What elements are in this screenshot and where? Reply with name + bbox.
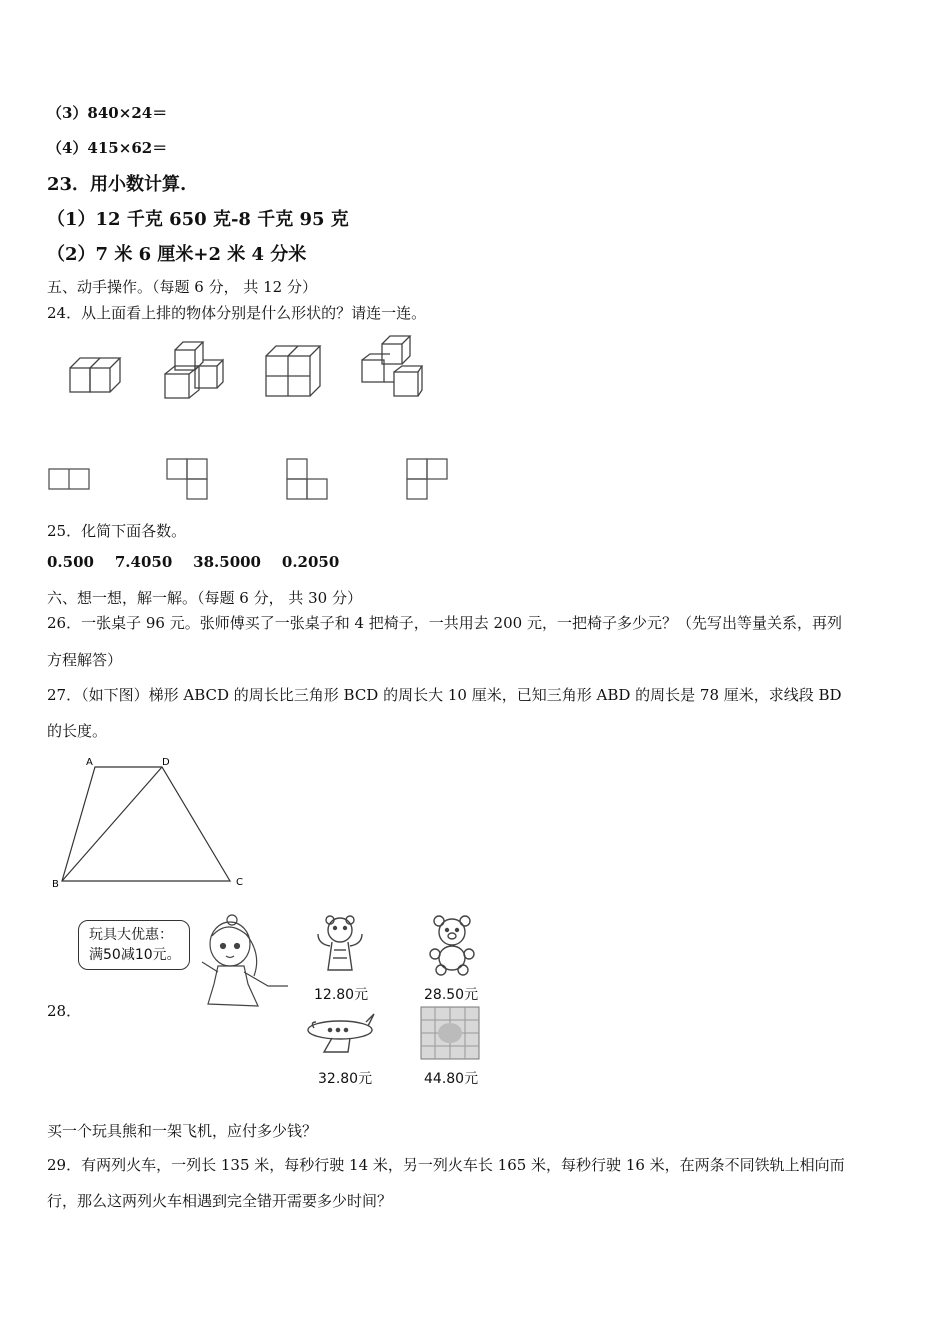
q24-text: 24．从上面看上排的物体分别是什么形状的？请连一连。 <box>47 304 427 322</box>
bubble-line1: 玩具大优惠： <box>89 927 173 943</box>
label-b: B <box>52 879 59 890</box>
q28-number: 28． <box>47 1002 82 1020</box>
q27-line1: 27．（如下图）梯形 ABCD 的周长比三角形 BCD 的周长大 10 厘米，已知三角形 ABD 的周长是 78 厘米，求线段 BD <box>47 686 842 704</box>
section5-heading: 五、动手操作。（每题 6 分， 共 12 分） <box>47 278 317 296</box>
q23-title: 23．用小数计算. <box>47 174 187 195</box>
top-view-4 <box>406 458 452 502</box>
toy-tiger-icon <box>312 914 368 976</box>
label-d: D <box>162 757 170 768</box>
q23-item2: （2）7 米 6 厘米+2 米 4 分米 <box>47 244 307 265</box>
speech-bubble <box>78 920 190 970</box>
top-view-2 <box>166 458 212 502</box>
girl-illustration-icon <box>188 914 328 1014</box>
toy-bear-icon <box>424 914 480 976</box>
price-bear: 28.50元 <box>424 987 479 1003</box>
cube-group-1 <box>68 352 128 402</box>
q26-line1: 26．一张桌子 96 元。张师傅买了一张桌子和 4 把椅子，一共用去 200 元，一把椅子多少元？（先写出等量关系，再列 <box>47 614 842 632</box>
q25-numbers: 0.500 7.4050 38.5000 0.2050 <box>47 553 340 571</box>
price-puzzle: 44.80元 <box>424 1071 479 1087</box>
cube-group-3 <box>264 344 324 400</box>
label-c: C <box>236 877 243 888</box>
q27-line2: 的长度。 <box>47 722 108 740</box>
q22-item4: （4）415×62＝ <box>47 139 168 157</box>
top-view-3 <box>286 458 332 502</box>
top-view-1 <box>48 468 92 492</box>
price-plane: 32.80元 <box>318 1071 373 1087</box>
section6-heading: 六、想一想，解一解。（每题 6 分， 共 30 分） <box>47 589 362 607</box>
toy-puzzle-icon <box>420 1006 482 1062</box>
q23-item1: （1）12 千克 650 克-8 千克 95 克 <box>47 209 349 230</box>
q29-line1: 29．有两列火车，一列长 135 米，每秒行驶 14 米，另一列火车长 165 米，每秒行驶 16 米，在两条不同铁轨上相向而 <box>47 1156 845 1174</box>
label-a: A <box>86 757 93 768</box>
q29-line2: 行，那么这两列火车相遇到完全错开需要多少时间？ <box>47 1192 393 1210</box>
q26-line2: 方程解答） <box>47 651 123 669</box>
price-tiger: 12.80元 <box>314 987 369 1003</box>
q28-question: 买一个玩具熊和一架飞机，应付多少钱？ <box>47 1122 318 1140</box>
q25-text: 25．化简下面各数。 <box>47 522 187 540</box>
q22-item3: （3）840×24＝ <box>47 104 168 122</box>
cube-group-2 <box>163 340 227 402</box>
toy-plane-icon <box>304 1012 376 1058</box>
bubble-line2: 满50减10元。 <box>89 947 181 963</box>
trapezoid-figure <box>50 755 250 890</box>
cube-group-4 <box>360 334 426 400</box>
